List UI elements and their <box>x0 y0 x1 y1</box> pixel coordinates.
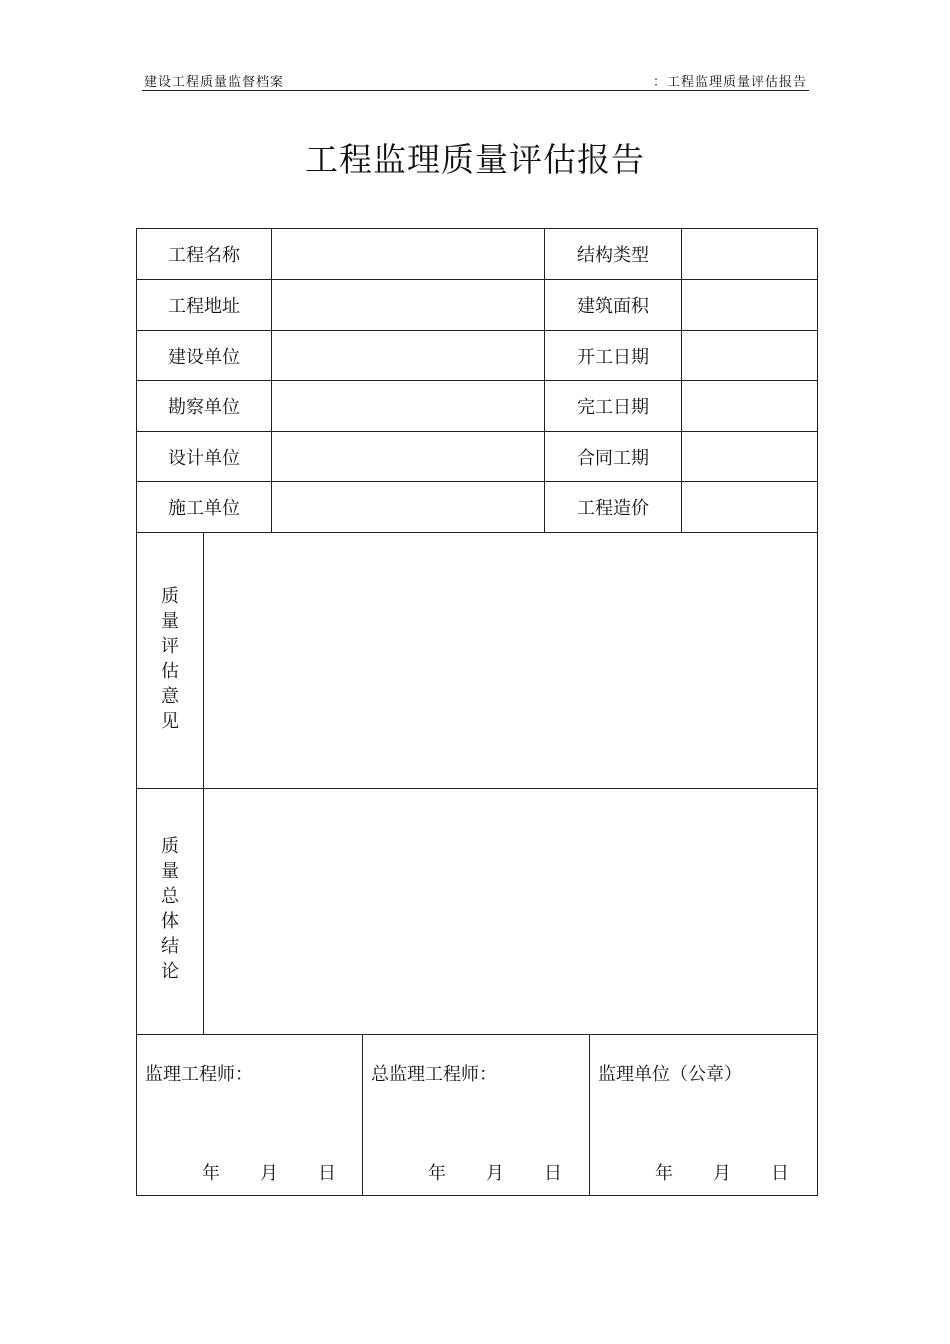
conclusion-content-area[interactable] <box>204 789 817 1034</box>
conclusion-label-char: 质 <box>161 836 179 857</box>
evaluation-form <box>136 228 818 1196</box>
day-label: 日 <box>544 1163 562 1184</box>
opinion-label-char: 量 <box>161 611 179 632</box>
start-date-field[interactable] <box>682 331 817 380</box>
opinion-label-char: 评 <box>161 636 179 657</box>
chief-engineer-date <box>363 1159 589 1183</box>
year-label: 年 <box>655 1163 673 1184</box>
project-cost-field[interactable] <box>682 482 817 532</box>
design-unit-field[interactable] <box>272 432 544 481</box>
day-label: 日 <box>318 1163 336 1184</box>
day-label: 日 <box>771 1163 789 1184</box>
conclusion-label-char: 论 <box>161 961 179 982</box>
project-name-label: 工程名称 <box>168 245 240 266</box>
conclusion-label-char: 结 <box>161 936 179 957</box>
conclusion-label-char: 总 <box>161 886 179 907</box>
contractor-unit-field[interactable] <box>272 482 544 532</box>
month-label: 月 <box>260 1163 278 1184</box>
building-area-field[interactable] <box>682 280 817 330</box>
conclusion-label-char: 量 <box>161 861 179 882</box>
survey-unit-label: 勘察单位 <box>168 397 240 418</box>
supervision-unit-seal-label: 监理单位（公章） <box>598 1064 742 1085</box>
project-address-field[interactable] <box>272 280 544 330</box>
contract-period-field[interactable] <box>682 432 817 481</box>
opinion-label-char: 估 <box>161 661 179 682</box>
project-name-field[interactable] <box>272 229 544 279</box>
supervising-engineer-label: 监理工程师： <box>145 1064 253 1085</box>
year-label: 年 <box>202 1163 220 1184</box>
page-header <box>142 70 809 91</box>
header-report-name: ：工程监理质量评估报告 <box>652 75 807 90</box>
completion-date-label: 完工日期 <box>577 397 649 418</box>
supervision-unit-date <box>590 1159 817 1183</box>
contract-period-label: 合同工期 <box>577 447 649 469</box>
project-address-label: 工程地址 <box>168 296 240 317</box>
start-date-label: 开工日期 <box>577 346 649 368</box>
page-title: 工程监理质量评估报告 <box>305 140 645 179</box>
opinion-section-label <box>155 584 185 734</box>
design-unit-label: 设计单位 <box>168 447 240 469</box>
construction-unit-label: 建设单位 <box>168 346 240 368</box>
structure-type-label: 结构类型 <box>577 245 649 266</box>
building-area-label: 建筑面积 <box>577 296 649 317</box>
month-label: 月 <box>486 1163 504 1184</box>
header-archive-name: 建设工程质量监督档案 <box>144 75 285 90</box>
opinion-content-area[interactable] <box>204 533 817 788</box>
opinion-label-char: 意 <box>161 686 179 707</box>
year-label: 年 <box>428 1163 446 1184</box>
structure-type-field[interactable] <box>682 229 817 279</box>
contractor-unit-label: 施工单位 <box>168 498 240 519</box>
opinion-label-char: 质 <box>161 586 179 607</box>
construction-unit-field[interactable] <box>272 331 544 380</box>
conclusion-label-char: 体 <box>161 911 179 932</box>
completion-date-field[interactable] <box>682 381 817 431</box>
month-label: 月 <box>713 1163 731 1184</box>
supervising-engineer-date <box>137 1159 362 1183</box>
opinion-label-char: 见 <box>161 711 179 732</box>
project-cost-label: 工程造价 <box>577 498 649 519</box>
survey-unit-field[interactable] <box>272 381 544 431</box>
conclusion-section-label <box>155 834 185 984</box>
chief-engineer-label: 总监理工程师： <box>371 1064 497 1085</box>
